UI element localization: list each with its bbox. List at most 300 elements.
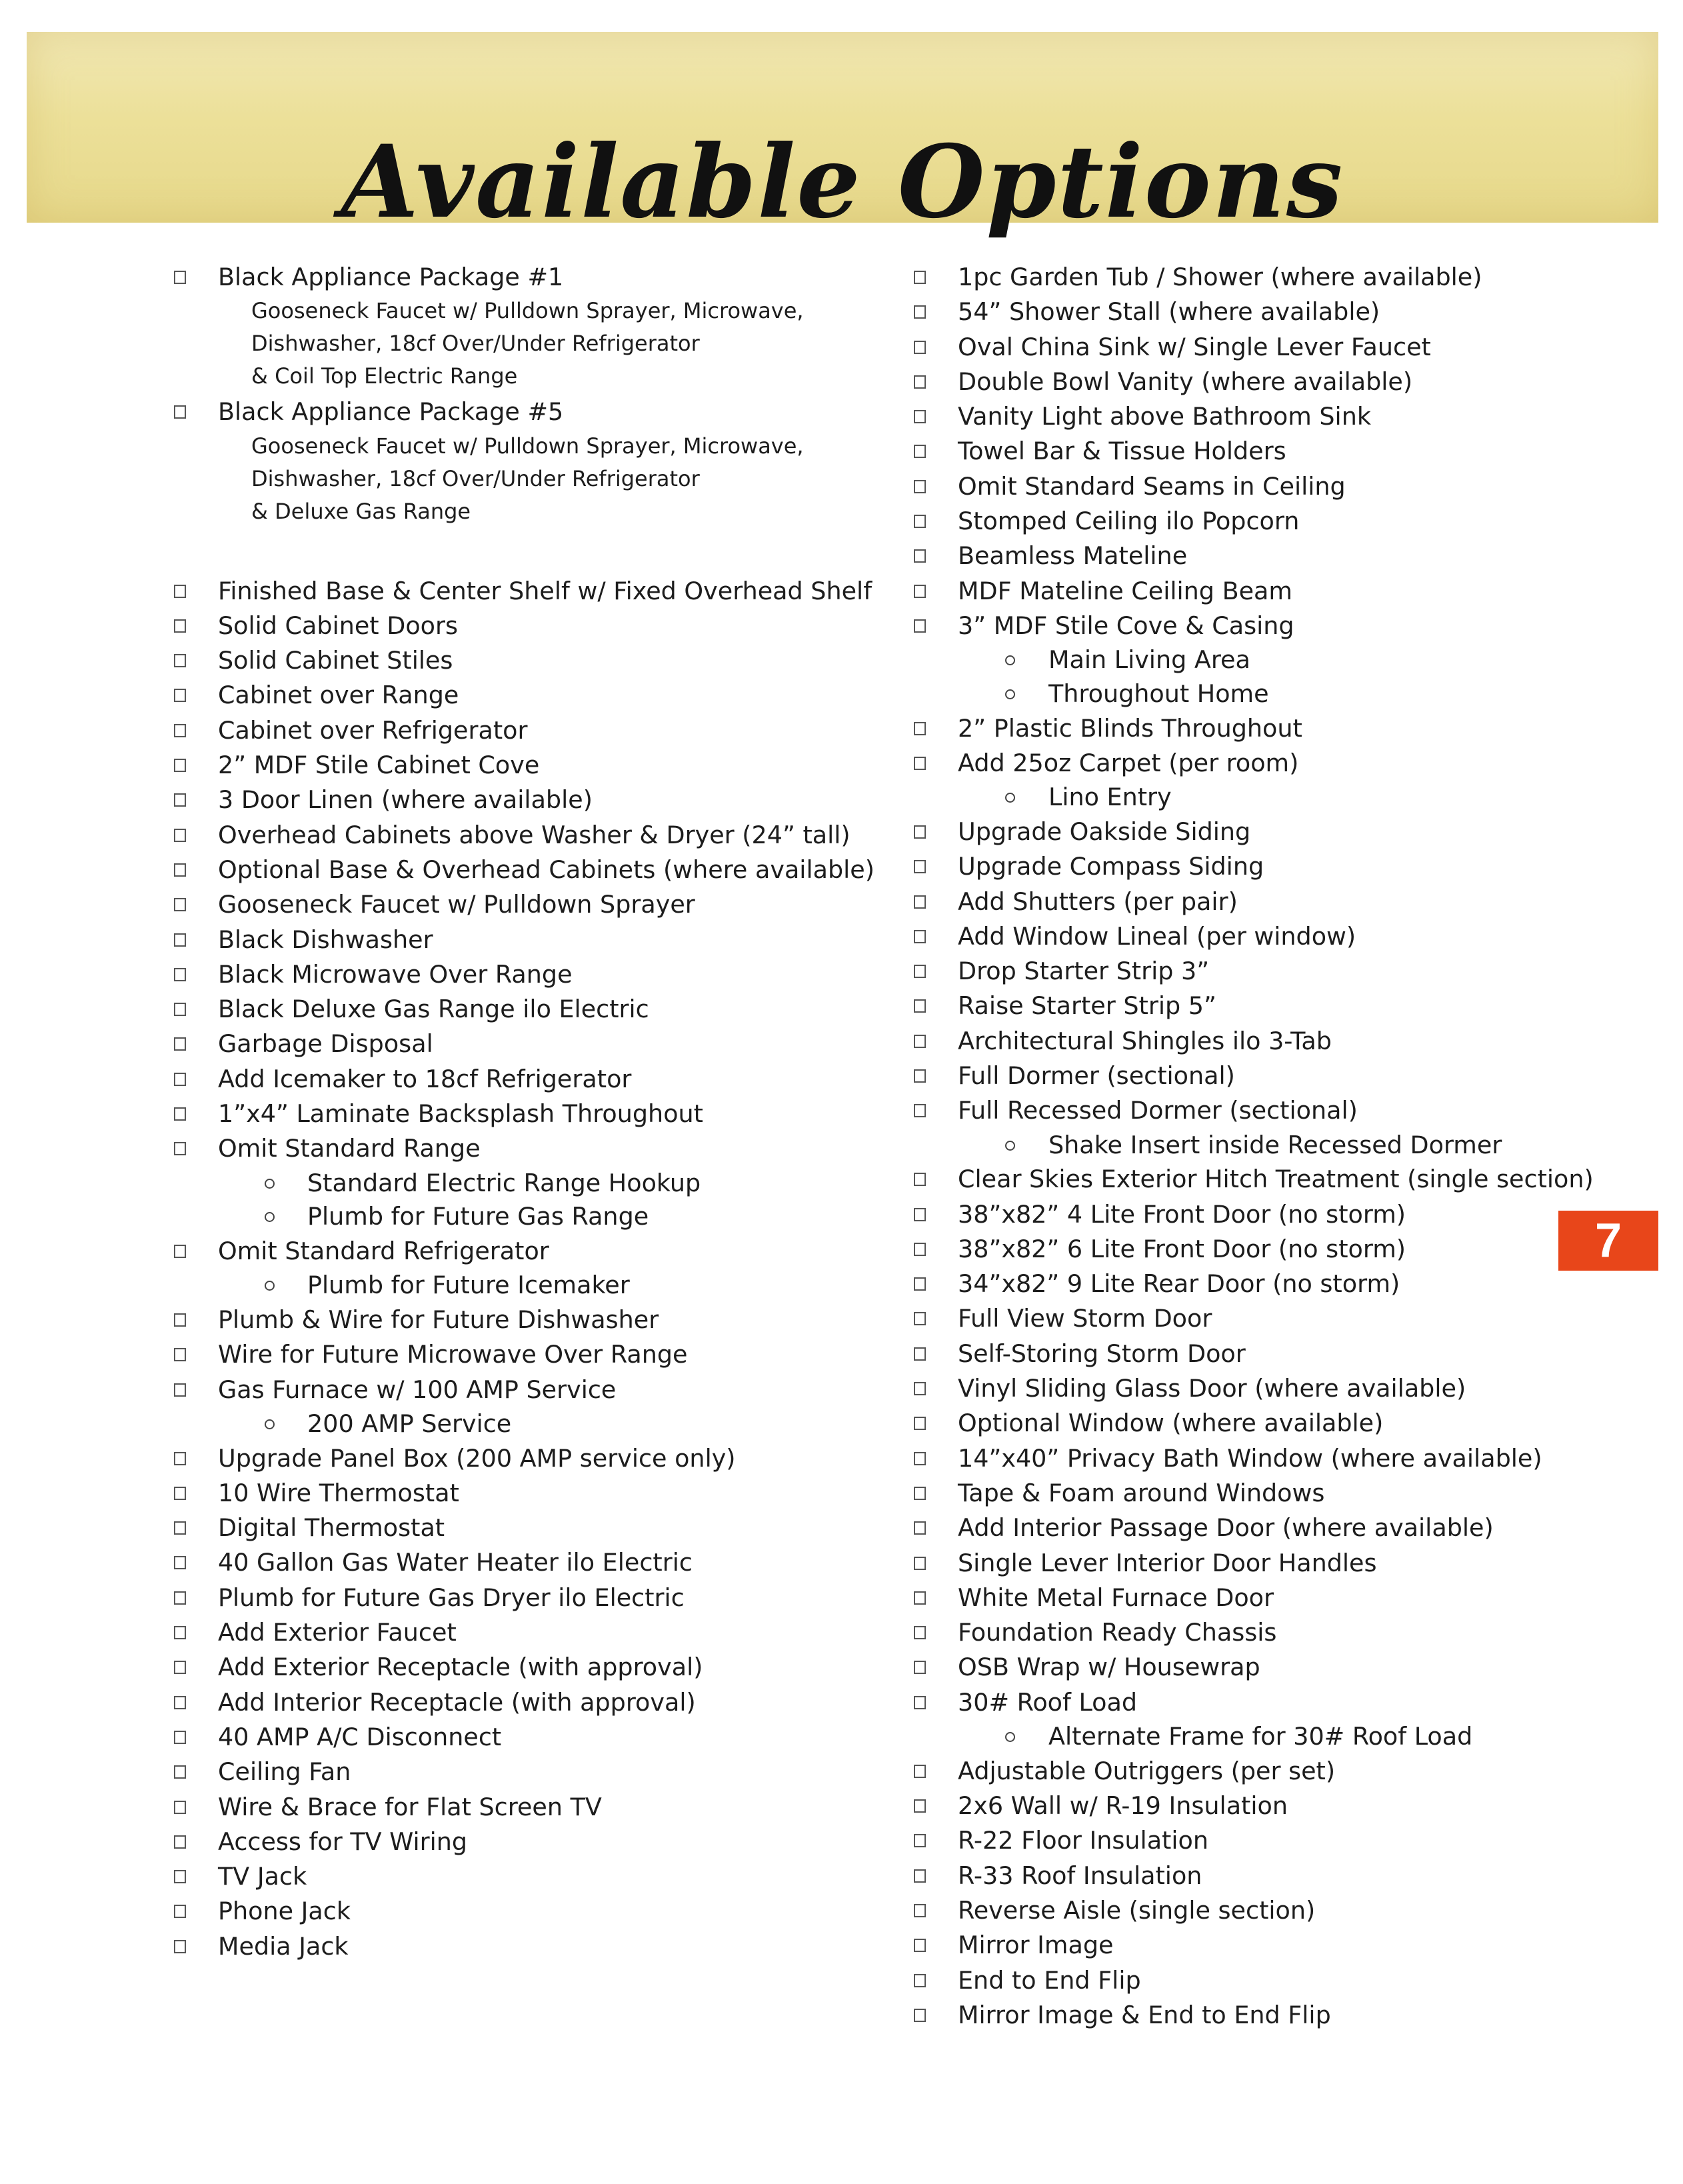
option-item bbox=[910, 1406, 1576, 1441]
checkbox[interactable] bbox=[914, 619, 926, 633]
option-row[interactable] bbox=[910, 1511, 1576, 1545]
checkbox[interactable] bbox=[914, 271, 926, 284]
option-row[interactable] bbox=[910, 609, 1576, 643]
checkbox[interactable] bbox=[914, 722, 926, 735]
option-label: 1”x4” Laminate Backsplash Throughout bbox=[218, 1099, 703, 1129]
option-item bbox=[910, 1615, 1576, 1650]
option-item bbox=[170, 1859, 903, 1894]
option-row[interactable] bbox=[170, 748, 903, 783]
sub-option-row[interactable] bbox=[910, 1129, 1576, 1163]
option-row[interactable] bbox=[170, 1234, 903, 1269]
checkbox[interactable] bbox=[914, 1904, 926, 1917]
option-row[interactable] bbox=[170, 1303, 903, 1337]
option-label: Upgrade Oakside Siding bbox=[958, 817, 1251, 846]
checkbox[interactable] bbox=[914, 1069, 926, 1083]
option-row[interactable] bbox=[910, 1998, 1576, 2033]
option-label: Black Appliance Package #1 bbox=[218, 263, 564, 291]
option-row[interactable] bbox=[910, 815, 1576, 849]
option-item bbox=[910, 260, 1576, 295]
option-row[interactable] bbox=[910, 434, 1576, 469]
option-row[interactable] bbox=[170, 574, 903, 609]
checkbox[interactable] bbox=[914, 1277, 926, 1291]
checkbox[interactable] bbox=[914, 930, 926, 943]
option-row[interactable] bbox=[170, 1755, 903, 1789]
option-row[interactable] bbox=[910, 1546, 1576, 1581]
checkbox[interactable] bbox=[174, 585, 186, 598]
option-row[interactable] bbox=[170, 1894, 903, 1929]
option-row[interactable] bbox=[170, 1720, 903, 1755]
option-row[interactable] bbox=[910, 1197, 1576, 1232]
checkbox[interactable] bbox=[914, 1696, 926, 1709]
radio-button[interactable] bbox=[1005, 1732, 1015, 1742]
option-label: Full Dormer (sectional) bbox=[958, 1061, 1235, 1090]
checkbox[interactable] bbox=[174, 1142, 186, 1155]
option-row[interactable] bbox=[910, 504, 1576, 539]
checkbox[interactable] bbox=[914, 1591, 926, 1605]
sub-option-label: Lino Entry bbox=[1048, 783, 1172, 812]
checkbox[interactable] bbox=[174, 1452, 186, 1465]
checkbox[interactable] bbox=[914, 825, 926, 839]
option-label: Add 25oz Carpet (per room) bbox=[958, 748, 1299, 777]
checkbox[interactable] bbox=[174, 1626, 186, 1639]
sub-option-label: Throughout Home bbox=[1048, 679, 1269, 708]
option-label: 3” MDF Stile Cove & Casing bbox=[958, 611, 1294, 640]
checkbox[interactable] bbox=[914, 1557, 926, 1570]
option-item bbox=[910, 504, 1576, 539]
option-item bbox=[910, 399, 1576, 434]
option-item bbox=[910, 365, 1576, 399]
option-item bbox=[170, 1615, 903, 1650]
option-label: 30# Roof Load bbox=[958, 1687, 1138, 1717]
option-row[interactable] bbox=[170, 1027, 903, 1061]
checkbox[interactable] bbox=[914, 1939, 926, 1952]
option-row[interactable] bbox=[910, 1337, 1576, 1371]
description-line: Gooseneck Faucet w/ Pulldown Sprayer, Microwave, bbox=[251, 298, 804, 324]
sub-option-row[interactable] bbox=[910, 1720, 1576, 1754]
checkbox[interactable] bbox=[174, 1765, 186, 1779]
option-label: Garbage Disposal bbox=[218, 1029, 433, 1059]
option-label: Phone Jack bbox=[218, 1897, 351, 1926]
option-row[interactable] bbox=[170, 713, 903, 748]
option-label: OSB Wrap w/ Housewrap bbox=[958, 1653, 1260, 1682]
option-row[interactable] bbox=[170, 853, 903, 887]
checkbox[interactable] bbox=[174, 1348, 186, 1361]
option-item bbox=[910, 469, 1576, 504]
checkbox[interactable] bbox=[914, 999, 926, 1013]
option-row[interactable] bbox=[910, 1581, 1576, 1615]
page-title: Available Options bbox=[341, 123, 1344, 241]
checkbox[interactable] bbox=[914, 860, 926, 873]
option-item bbox=[170, 678, 903, 713]
checkbox[interactable] bbox=[914, 1869, 926, 1883]
checkbox[interactable] bbox=[174, 829, 186, 842]
option-item bbox=[910, 1267, 1576, 1301]
option-item bbox=[170, 609, 903, 643]
option-label: White Metal Furnace Door bbox=[958, 1583, 1274, 1612]
option-label: 38”x82” 4 Lite Front Door (no storm) bbox=[958, 1199, 1406, 1229]
option-item bbox=[910, 1024, 1576, 1059]
radio-button[interactable] bbox=[265, 1179, 275, 1189]
radio-button[interactable] bbox=[1005, 793, 1015, 803]
checkbox[interactable] bbox=[914, 1521, 926, 1535]
option-label: Plumb for Future Gas Dryer ilo Electric bbox=[218, 1583, 685, 1612]
option-row[interactable] bbox=[910, 1371, 1576, 1406]
option-item bbox=[170, 1027, 903, 1061]
radio-button[interactable] bbox=[265, 1212, 275, 1222]
option-row[interactable] bbox=[170, 1062, 903, 1097]
checkbox[interactable] bbox=[914, 410, 926, 423]
checkbox[interactable] bbox=[914, 895, 926, 909]
option-row[interactable] bbox=[170, 1581, 903, 1615]
checkbox[interactable] bbox=[174, 1245, 186, 1258]
option-row[interactable] bbox=[170, 1131, 903, 1166]
options-list-left bbox=[170, 260, 903, 1964]
checkbox[interactable] bbox=[174, 1905, 186, 1918]
option-label: Access for TV Wiring bbox=[218, 1827, 468, 1856]
checkbox[interactable] bbox=[174, 1073, 186, 1086]
checkbox[interactable] bbox=[914, 1382, 926, 1395]
option-row[interactable] bbox=[910, 954, 1576, 989]
checkbox[interactable] bbox=[174, 759, 186, 772]
option-description bbox=[170, 295, 903, 393]
checkbox[interactable] bbox=[174, 1801, 186, 1814]
option-row[interactable] bbox=[170, 1476, 903, 1511]
option-description bbox=[170, 430, 903, 528]
checkbox[interactable] bbox=[174, 793, 186, 807]
option-row[interactable] bbox=[910, 919, 1576, 954]
sub-option-label: Alternate Frame for 30# Roof Load bbox=[1048, 1722, 1473, 1751]
checkbox[interactable] bbox=[914, 1104, 926, 1117]
sub-option-row[interactable] bbox=[910, 781, 1576, 815]
option-item bbox=[170, 1650, 903, 1685]
checkbox[interactable] bbox=[914, 757, 926, 770]
option-label: Beamless Mateline bbox=[958, 541, 1188, 571]
option-row[interactable] bbox=[910, 1823, 1576, 1858]
option-row[interactable] bbox=[910, 1859, 1576, 1893]
checkbox[interactable] bbox=[914, 1347, 926, 1361]
option-item bbox=[910, 330, 1576, 365]
option-label: Upgrade Compass Siding bbox=[958, 852, 1264, 881]
option-row[interactable] bbox=[910, 1963, 1576, 1998]
option-item bbox=[910, 609, 1576, 711]
checkbox[interactable] bbox=[914, 341, 926, 354]
option-item bbox=[910, 295, 1576, 329]
sub-option-row[interactable] bbox=[170, 1167, 903, 1201]
checkbox[interactable] bbox=[914, 1208, 926, 1221]
option-row[interactable] bbox=[910, 1162, 1594, 1197]
option-row[interactable] bbox=[170, 923, 903, 957]
option-label: Oval China Sink w/ Single Lever Faucet bbox=[958, 332, 1431, 361]
option-item bbox=[170, 992, 903, 1027]
checkbox[interactable] bbox=[174, 968, 186, 981]
option-row[interactable] bbox=[170, 957, 903, 992]
option-row[interactable] bbox=[910, 885, 1576, 919]
checkbox[interactable] bbox=[914, 1626, 926, 1639]
option-row[interactable] bbox=[170, 1685, 903, 1720]
checkbox[interactable] bbox=[914, 305, 926, 319]
option-row[interactable] bbox=[910, 989, 1576, 1023]
option-row[interactable] bbox=[170, 1859, 903, 1894]
option-item bbox=[910, 1546, 1576, 1581]
option-item bbox=[170, 1131, 903, 1234]
checkbox[interactable] bbox=[914, 2009, 926, 2022]
option-row[interactable] bbox=[910, 1093, 1576, 1128]
options-list-right bbox=[910, 260, 1594, 2033]
checkbox[interactable] bbox=[174, 1556, 186, 1569]
option-row[interactable] bbox=[910, 1406, 1576, 1441]
option-row[interactable] bbox=[170, 818, 903, 853]
description-line: Dishwasher, 18cf Over/Under Refrigerator bbox=[251, 331, 700, 357]
checkbox[interactable] bbox=[174, 1383, 186, 1397]
sub-option-row[interactable] bbox=[910, 677, 1576, 711]
option-row[interactable] bbox=[170, 992, 903, 1027]
option-item bbox=[910, 1197, 1576, 1232]
option-row[interactable] bbox=[910, 1059, 1576, 1093]
checkbox[interactable] bbox=[914, 1487, 926, 1500]
option-row[interactable] bbox=[170, 783, 903, 817]
option-label: R-22 Floor Insulation bbox=[958, 1826, 1208, 1855]
radio-button[interactable] bbox=[1005, 1141, 1015, 1151]
sub-option-label: 200 AMP Service bbox=[307, 1409, 512, 1438]
option-row[interactable] bbox=[910, 1267, 1576, 1301]
checkbox[interactable] bbox=[914, 480, 926, 493]
option-row[interactable] bbox=[170, 1373, 903, 1407]
checkbox[interactable] bbox=[914, 1035, 926, 1048]
option-row[interactable] bbox=[910, 746, 1576, 781]
checkbox[interactable] bbox=[914, 515, 926, 528]
radio-button[interactable] bbox=[1005, 689, 1015, 699]
option-item bbox=[170, 1894, 903, 1929]
sub-option-row[interactable] bbox=[170, 1407, 903, 1441]
checkbox[interactable] bbox=[174, 898, 186, 911]
option-row[interactable] bbox=[170, 1441, 903, 1476]
option-label: Optional Window (where available) bbox=[958, 1409, 1384, 1438]
option-item bbox=[170, 1441, 903, 1476]
option-item bbox=[910, 1581, 1576, 1615]
checkbox[interactable] bbox=[914, 1661, 926, 1674]
option-label: 1pc Garden Tub / Shower (where available) bbox=[958, 263, 1482, 291]
checkbox[interactable] bbox=[174, 724, 186, 737]
option-row[interactable] bbox=[170, 1790, 903, 1825]
option-label: 54” Shower Stall (where available) bbox=[958, 297, 1380, 327]
page-number-badge: 7 bbox=[1558, 1211, 1658, 1271]
option-item bbox=[910, 1093, 1576, 1162]
checkbox[interactable] bbox=[914, 965, 926, 978]
checkbox[interactable] bbox=[174, 1037, 186, 1051]
option-row[interactable] bbox=[170, 609, 903, 643]
option-row[interactable] bbox=[910, 1893, 1576, 1928]
option-row[interactable] bbox=[170, 1545, 903, 1580]
radio-button[interactable] bbox=[265, 1419, 275, 1429]
option-label: 2” MDF Stile Cabinet Cove bbox=[218, 751, 540, 780]
option-item bbox=[910, 919, 1576, 954]
checkbox[interactable] bbox=[914, 1834, 926, 1847]
option-label: Reverse Aisle (single section) bbox=[958, 1895, 1316, 1925]
option-label: Gas Furnace w/ 100 AMP Service bbox=[218, 1375, 617, 1404]
option-label: Gooseneck Faucet w/ Pulldown Sprayer bbox=[218, 890, 695, 919]
option-item bbox=[170, 713, 903, 748]
option-label: 2x6 Wall w/ R-19 Insulation bbox=[958, 1791, 1288, 1821]
option-item bbox=[170, 1790, 903, 1825]
option-row[interactable] bbox=[910, 1441, 1576, 1476]
option-label: Self-Storing Storm Door bbox=[958, 1339, 1246, 1368]
sub-option-row[interactable] bbox=[170, 1200, 903, 1234]
sub-option-label: Main Living Area bbox=[1048, 645, 1250, 675]
option-item bbox=[910, 1511, 1576, 1545]
section-gap bbox=[170, 530, 903, 574]
option-item bbox=[170, 260, 903, 393]
option-label: Towel Bar & Tissue Holders bbox=[958, 437, 1286, 466]
option-label: Architectural Shingles ilo 3-Tab bbox=[958, 1026, 1332, 1055]
radio-button[interactable] bbox=[265, 1281, 275, 1291]
option-row[interactable] bbox=[910, 1024, 1576, 1059]
option-label: Clear Skies Exterior Hitch Treatment (single section) bbox=[958, 1165, 1594, 1194]
option-row[interactable] bbox=[170, 887, 903, 922]
option-label: Full Recessed Dormer (sectional) bbox=[958, 1096, 1358, 1125]
option-label: Cabinet over Refrigerator bbox=[218, 715, 528, 745]
option-item bbox=[170, 1373, 903, 1441]
checkbox[interactable] bbox=[174, 689, 186, 702]
option-label: Add Exterior Faucet bbox=[218, 1618, 457, 1647]
option-label: Add Shutters (per pair) bbox=[958, 887, 1238, 916]
option-row[interactable] bbox=[910, 1754, 1576, 1789]
option-label: 3 Door Linen (where available) bbox=[218, 785, 593, 815]
option-label: Stomped Ceiling ilo Popcorn bbox=[958, 507, 1300, 536]
checkbox[interactable] bbox=[914, 1243, 926, 1256]
option-row[interactable] bbox=[170, 1337, 903, 1372]
checkbox[interactable] bbox=[914, 1799, 926, 1813]
sub-option-label: Standard Electric Range Hookup bbox=[307, 1168, 701, 1197]
checkbox[interactable] bbox=[174, 1731, 186, 1744]
checkbox[interactable] bbox=[914, 1974, 926, 1987]
option-label: Solid Cabinet Stiles bbox=[218, 646, 453, 675]
checkbox[interactable] bbox=[174, 863, 186, 877]
checkbox[interactable] bbox=[914, 1417, 926, 1430]
option-row[interactable] bbox=[910, 1615, 1576, 1650]
checkbox[interactable] bbox=[174, 1521, 186, 1535]
checkbox[interactable] bbox=[174, 619, 186, 633]
checkbox[interactable] bbox=[174, 1107, 186, 1121]
checkbox[interactable] bbox=[174, 271, 186, 284]
checkbox[interactable] bbox=[914, 445, 926, 458]
checkbox[interactable] bbox=[914, 585, 926, 598]
option-item bbox=[910, 1859, 1576, 1893]
option-item bbox=[170, 1581, 903, 1615]
option-label: Optional Base & Overhead Cabinets (where available) bbox=[218, 855, 874, 884]
option-row[interactable] bbox=[910, 365, 1576, 399]
option-label: Full View Storm Door bbox=[958, 1304, 1212, 1333]
sub-option-row[interactable] bbox=[910, 643, 1576, 677]
option-row[interactable] bbox=[170, 1511, 903, 1545]
option-label: Tape & Foam around Windows bbox=[958, 1478, 1325, 1507]
checkbox[interactable] bbox=[174, 1661, 186, 1674]
option-item bbox=[910, 1371, 1576, 1406]
radio-button[interactable] bbox=[1005, 655, 1015, 665]
option-label: Wire for Future Microwave Over Range bbox=[218, 1340, 688, 1369]
option-row[interactable] bbox=[170, 1650, 903, 1685]
checkbox[interactable] bbox=[174, 1940, 186, 1953]
checkbox[interactable] bbox=[174, 654, 186, 667]
checkbox[interactable] bbox=[914, 549, 926, 563]
checkbox[interactable] bbox=[914, 1765, 926, 1778]
option-row[interactable] bbox=[910, 1301, 1576, 1336]
description-line: Gooseneck Faucet w/ Pulldown Sprayer, Microwave, bbox=[251, 433, 804, 459]
option-row[interactable] bbox=[910, 711, 1576, 746]
option-item bbox=[170, 887, 903, 922]
option-label: 14”x40” Privacy Bath Window (where available) bbox=[958, 1443, 1542, 1473]
option-row[interactable] bbox=[910, 539, 1576, 573]
option-row[interactable] bbox=[910, 469, 1576, 504]
option-row[interactable] bbox=[910, 260, 1576, 295]
option-item bbox=[910, 1754, 1576, 1789]
checkbox[interactable] bbox=[174, 1870, 186, 1883]
option-row[interactable] bbox=[910, 1476, 1576, 1511]
checkbox[interactable] bbox=[174, 1487, 186, 1500]
checkbox[interactable] bbox=[174, 1591, 186, 1605]
option-label: Foundation Ready Chassis bbox=[958, 1618, 1277, 1647]
option-label: 34”x82” 9 Lite Rear Door (no storm) bbox=[958, 1269, 1400, 1299]
option-row[interactable] bbox=[910, 1650, 1576, 1685]
checkbox[interactable] bbox=[174, 405, 186, 419]
option-row[interactable] bbox=[170, 395, 903, 429]
sub-option-row[interactable] bbox=[170, 1269, 903, 1303]
checkbox[interactable] bbox=[914, 1173, 926, 1186]
option-row[interactable] bbox=[910, 574, 1576, 609]
option-label: Omit Standard Refrigerator bbox=[218, 1237, 549, 1266]
option-label: Add Window Lineal (per window) bbox=[958, 921, 1356, 951]
option-item bbox=[910, 1893, 1576, 1928]
option-row[interactable] bbox=[170, 1825, 903, 1859]
option-item bbox=[170, 1476, 903, 1511]
checkbox[interactable] bbox=[174, 933, 186, 947]
checkbox[interactable] bbox=[914, 1452, 926, 1465]
checkbox[interactable] bbox=[914, 1312, 926, 1325]
option-row[interactable] bbox=[910, 330, 1576, 365]
checkbox[interactable] bbox=[174, 1003, 186, 1016]
option-row[interactable] bbox=[170, 1097, 903, 1131]
option-item bbox=[910, 434, 1576, 469]
option-row[interactable] bbox=[910, 849, 1576, 884]
option-row[interactable] bbox=[170, 1929, 903, 1964]
option-label: TV Jack bbox=[218, 1862, 307, 1891]
option-row[interactable] bbox=[170, 643, 903, 678]
option-row[interactable] bbox=[170, 260, 903, 295]
option-item bbox=[170, 1825, 903, 1859]
sub-option-label: Shake Insert inside Recessed Dormer bbox=[1048, 1130, 1502, 1159]
option-item bbox=[170, 1720, 903, 1755]
option-item bbox=[910, 1059, 1576, 1093]
option-item bbox=[910, 1337, 1576, 1371]
option-item bbox=[170, 1545, 903, 1580]
option-row[interactable] bbox=[910, 295, 1576, 329]
option-label: Omit Standard Range bbox=[218, 1134, 481, 1163]
option-row[interactable] bbox=[910, 399, 1576, 434]
option-item bbox=[170, 957, 903, 992]
checkbox[interactable] bbox=[174, 1313, 186, 1327]
option-item bbox=[910, 954, 1576, 989]
checkbox[interactable] bbox=[174, 1696, 186, 1709]
checkbox[interactable] bbox=[914, 375, 926, 389]
option-label: Black Microwave Over Range bbox=[218, 959, 573, 989]
checkbox[interactable] bbox=[174, 1835, 186, 1849]
option-row[interactable] bbox=[910, 1685, 1576, 1720]
option-row[interactable] bbox=[910, 1928, 1576, 1963]
option-label: 40 AMP A/C Disconnect bbox=[218, 1722, 502, 1751]
option-row[interactable] bbox=[910, 1789, 1576, 1823]
option-row[interactable] bbox=[170, 1615, 903, 1650]
option-row[interactable] bbox=[170, 678, 903, 713]
option-row[interactable] bbox=[910, 1232, 1576, 1267]
